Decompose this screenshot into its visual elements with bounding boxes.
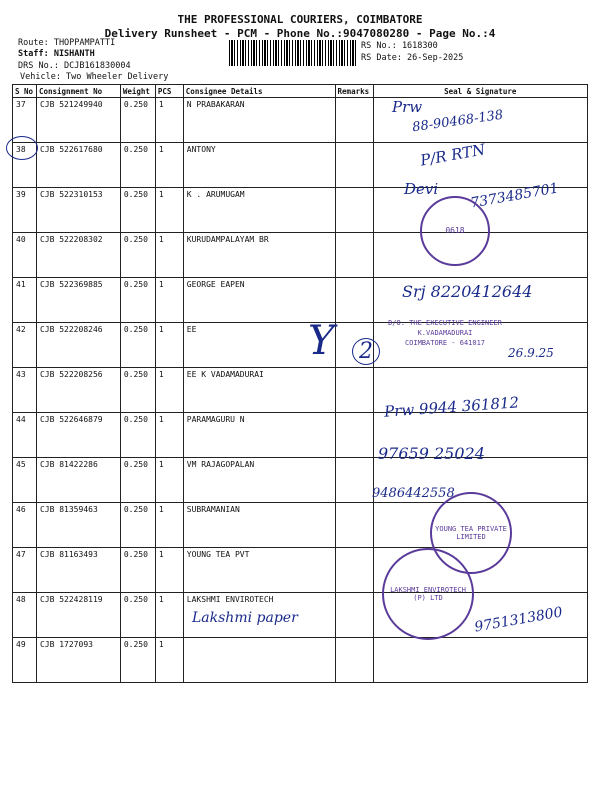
cell-pcs: 1	[155, 278, 183, 323]
phone-37: 88-90468-138	[411, 107, 505, 136]
cell-consignment: CJB 1727093	[36, 638, 120, 683]
stamp-line-1: D/O. THE EXECUTIVE ENGINEER	[388, 319, 502, 327]
cell-sno: 46	[13, 503, 37, 548]
cell-weight: 0.250	[120, 593, 155, 638]
table-row	[13, 413, 588, 458]
cell-remarks	[335, 458, 373, 503]
cell-consignee: ANTONY	[183, 143, 335, 188]
cell-weight: 0.250	[120, 323, 155, 368]
cell-consignment: CJB 522428119	[36, 593, 120, 638]
col-sno: S No	[13, 85, 37, 98]
cell-pcs: 1	[155, 593, 183, 638]
envirotech-seal-text: LAKSHMI ENVIROTECH (P) LTD	[390, 586, 466, 602]
date-43: 26.9.25	[508, 346, 554, 360]
cell-pcs: 1	[155, 323, 183, 368]
cell-consignee: PARAMAGURU N	[183, 413, 335, 458]
cell-pcs: 1	[155, 458, 183, 503]
cell-sno: 39	[13, 188, 37, 233]
barcode	[229, 40, 357, 66]
cell-pcs: 1	[155, 143, 183, 188]
cell-pcs: 1	[155, 368, 183, 413]
cell-consignee: GEORGE EAPEN	[183, 278, 335, 323]
drs-label: DRS No.: DCJB161830004	[18, 61, 131, 71]
cell-pcs: 1	[155, 188, 183, 233]
cell-remarks	[335, 368, 373, 413]
cell-sno: 44	[13, 413, 37, 458]
cell-consignment: CJB 81359463	[36, 503, 120, 548]
col-pcs: PCS	[155, 85, 183, 98]
cell-consignment: CJB 521249940	[36, 98, 120, 143]
rs-date-label: RS Date: 26-Sep-2025	[361, 53, 464, 63]
cell-weight: 0.250	[120, 548, 155, 593]
cell-remarks	[335, 638, 373, 683]
cell-consignee: K . ARUMUGAM	[183, 188, 335, 233]
route-label: Route: THOPPAMPATTI	[18, 38, 116, 48]
col-consignee: Consignee Details	[183, 85, 335, 98]
cell-sno: 47	[13, 548, 37, 593]
cell-remarks	[335, 548, 373, 593]
note-49: Lakshmi paper	[192, 610, 298, 626]
table-row	[13, 143, 588, 188]
cell-consignment: CJB 81422286	[36, 458, 120, 503]
cell-remarks	[335, 593, 373, 638]
table-row	[13, 638, 588, 683]
col-consignment: Consignment No	[36, 85, 120, 98]
cell-consignment: CJB 522369885	[36, 278, 120, 323]
company-title: THE PROFESSIONAL COURIERS, COIMBATORE	[177, 13, 423, 26]
cell-remarks	[335, 413, 373, 458]
cell-consignee: EE	[183, 323, 335, 368]
signature-44: Prw 9944 361812	[383, 393, 520, 421]
phone-49: 9751313800	[473, 604, 564, 636]
cell-consignment: CJB 522208256	[36, 368, 120, 413]
cell-consignee: N PRABAKARAN	[183, 98, 335, 143]
cell-weight: 0.250	[120, 143, 155, 188]
phone-39: 7373485701	[469, 180, 560, 212]
signature-39: Devi	[404, 180, 439, 198]
cell-consignee: LAKSHMI ENVIROTECH	[183, 593, 335, 638]
signature-37: Prw	[392, 98, 423, 116]
stamp-code: 0618	[445, 226, 465, 235]
cell-weight: 0.250	[120, 638, 155, 683]
cell-sno: 38	[13, 143, 37, 188]
table-header	[13, 85, 588, 98]
cell-sno: 43	[13, 368, 37, 413]
stamp-line-3: COIMBATORE - 641017	[404, 339, 486, 347]
rs-no-label: RS No.: 1618300	[361, 41, 438, 51]
cell-signature	[373, 638, 587, 683]
cell-weight: 0.250	[120, 278, 155, 323]
cell-pcs: 1	[155, 503, 183, 548]
cell-remarks	[335, 233, 373, 278]
seal-text: YOUNG TEA PRIVATE LIMITED	[435, 525, 507, 541]
row-circle-mark	[6, 136, 38, 160]
cell-remarks	[335, 98, 373, 143]
mark-42: Y	[308, 318, 335, 364]
cell-sno: 37	[13, 98, 37, 143]
cell-weight: 0.250	[120, 503, 155, 548]
cell-consignment: CJB 522208302	[36, 233, 120, 278]
cell-pcs: 1	[155, 233, 183, 278]
cell-pcs: 1	[155, 638, 183, 683]
note-38: P/R RTN	[418, 140, 487, 170]
signature-45: 97659 25024	[378, 444, 485, 463]
col-remarks: Remarks	[335, 85, 373, 98]
cell-remarks	[335, 503, 373, 548]
cell-pcs: 1	[155, 413, 183, 458]
cell-remarks	[335, 188, 373, 233]
runsheet-table	[12, 84, 588, 683]
cell-consignee: KURUDAMPALAYAM BR	[183, 233, 335, 278]
table-row	[13, 458, 588, 503]
cell-pcs: 1	[155, 98, 183, 143]
runsheet-subtitle: Delivery Runsheet - PCM - Phone No.:9047080280 - Page No.:4	[104, 27, 496, 40]
signature-46: 9486442558	[372, 486, 455, 501]
post-office-stamp	[420, 196, 490, 266]
cell-consignment: CJB 81163493	[36, 548, 120, 593]
cell-sno: 42	[13, 323, 37, 368]
cell-weight: 0.250	[120, 188, 155, 233]
col-signature: Seal & Signature	[373, 85, 587, 98]
cell-consignment: CJB 522617680	[36, 143, 120, 188]
staff-label: Staff: NISHANTH	[18, 49, 95, 59]
envirotech-seal-stamp	[382, 548, 474, 640]
cell-weight: 0.250	[120, 98, 155, 143]
cell-sno: 41	[13, 278, 37, 323]
cell-consignment: CJB 522310153	[36, 188, 120, 233]
cell-consignee	[183, 638, 335, 683]
cell-remarks	[335, 143, 373, 188]
cell-weight: 0.250	[120, 413, 155, 458]
table-row	[13, 233, 588, 278]
cell-sno: 49	[13, 638, 37, 683]
cell-consignee: EE K VADAMADURAI	[183, 368, 335, 413]
cell-sno: 40	[13, 233, 37, 278]
cell-pcs: 1	[155, 548, 183, 593]
signature-41: Srj 8220412644	[402, 282, 533, 301]
cell-remarks	[335, 278, 373, 323]
cell-consignee: YOUNG TEA PVT	[183, 548, 335, 593]
executive-engineer-stamp	[380, 318, 510, 348]
cell-consignment: CJB 522646879	[36, 413, 120, 458]
cell-consignee: SUBRAMANIAN	[183, 503, 335, 548]
cell-sno: 48	[13, 593, 37, 638]
col-weight: Weight	[120, 85, 155, 98]
cell-sno: 45	[13, 458, 37, 503]
mark-42-circled: 2	[352, 338, 380, 365]
cell-weight: 0.250	[120, 233, 155, 278]
cell-consignee: VM RAJAGOPALAN	[183, 458, 335, 503]
cell-weight: 0.250	[120, 458, 155, 503]
stamp-line-2: K.VADAMADURAI	[417, 329, 473, 337]
cell-weight: 0.250	[120, 368, 155, 413]
cell-consignment: CJB 522208246	[36, 323, 120, 368]
vehicle-label: Vehicle: Two Wheeler Delivery	[20, 72, 169, 82]
